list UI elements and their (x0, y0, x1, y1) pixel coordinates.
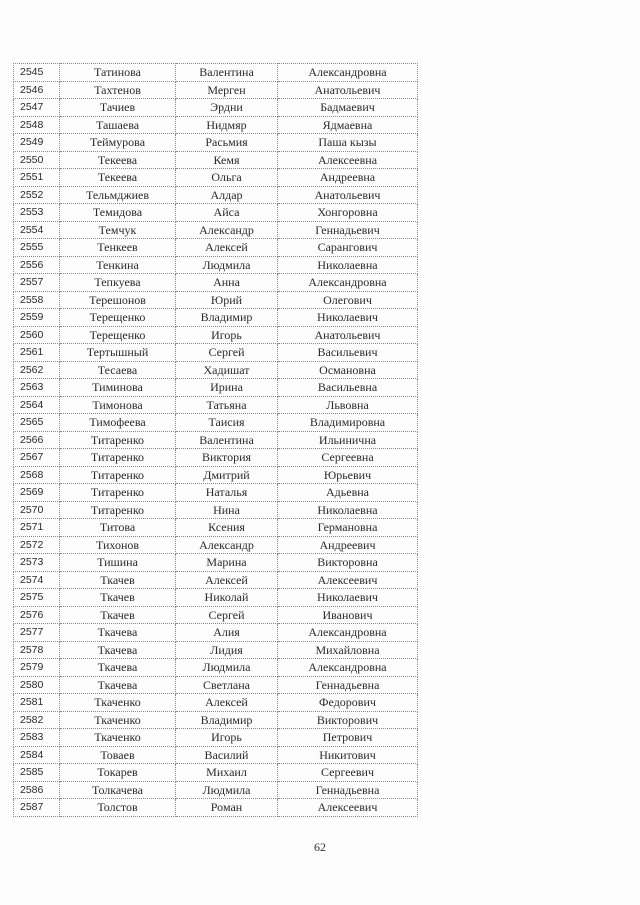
patronymic-cell: Олегович (278, 291, 418, 309)
patronymic-cell: Васильевна (278, 379, 418, 397)
first-name-cell: Виктория (176, 449, 278, 467)
patronymic-cell: Никитович (278, 746, 418, 764)
patronymic-cell: Анатольевич (278, 326, 418, 344)
table-row (14, 449, 418, 467)
surname-cell: Ткаченко (60, 729, 176, 747)
patronymic-cell: Александровна (278, 274, 418, 292)
patronymic-cell: Анатольевич (278, 186, 418, 204)
row-number: 2567 (14, 449, 60, 467)
row-number: 2568 (14, 466, 60, 484)
table-row (14, 519, 418, 537)
row-number: 2547 (14, 99, 60, 117)
table-row (14, 729, 418, 747)
surname-cell: Тимофеева (60, 414, 176, 432)
row-number: 2561 (14, 344, 60, 362)
table-row (14, 291, 418, 309)
table-row (14, 676, 418, 694)
patronymic-cell: Васильевич (278, 344, 418, 362)
table-row (14, 431, 418, 449)
table-row (14, 361, 418, 379)
surname-cell: Ткачев (60, 589, 176, 607)
first-name-cell: Михаил (176, 764, 278, 782)
patronymic-cell: Германовна (278, 519, 418, 537)
first-name-cell: Нидмяр (176, 116, 278, 134)
row-number: 2587 (14, 799, 60, 817)
row-number: 2578 (14, 641, 60, 659)
patronymic-cell: Владимировна (278, 414, 418, 432)
first-name-cell: Николай (176, 589, 278, 607)
surname-cell: Текеева (60, 169, 176, 187)
surname-cell: Терещенко (60, 326, 176, 344)
table-row (14, 764, 418, 782)
first-name-cell: Сергей (176, 344, 278, 362)
first-name-cell: Игорь (176, 326, 278, 344)
first-name-cell: Юрий (176, 291, 278, 309)
patronymic-cell: Андреевна (278, 169, 418, 187)
row-number: 2558 (14, 291, 60, 309)
table-row (14, 256, 418, 274)
table-row (14, 221, 418, 239)
row-number: 2564 (14, 396, 60, 414)
row-number: 2551 (14, 169, 60, 187)
surname-cell: Тенкина (60, 256, 176, 274)
patronymic-cell: Иванович (278, 606, 418, 624)
row-number: 2584 (14, 746, 60, 764)
patronymic-cell: Геннадьевич (278, 221, 418, 239)
surname-cell: Титаренко (60, 484, 176, 502)
patronymic-cell: Николаевна (278, 501, 418, 519)
surname-cell: Терещенко (60, 309, 176, 327)
row-number: 2566 (14, 431, 60, 449)
first-name-cell: Эрдни (176, 99, 278, 117)
row-number: 2549 (14, 134, 60, 152)
first-name-cell: Людмила (176, 256, 278, 274)
patronymic-cell: Геннадьевна (278, 781, 418, 799)
table-row (14, 326, 418, 344)
row-number: 2577 (14, 624, 60, 642)
surname-cell: Текеева (60, 151, 176, 169)
first-name-cell: Роман (176, 799, 278, 817)
first-name-cell: Хадишат (176, 361, 278, 379)
table-row (14, 501, 418, 519)
patronymic-cell: Петрович (278, 729, 418, 747)
surname-cell: Титаренко (60, 466, 176, 484)
row-number: 2548 (14, 116, 60, 134)
patronymic-cell: Ядмаевна (278, 116, 418, 134)
row-number: 2581 (14, 694, 60, 712)
surname-cell: Толкачева (60, 781, 176, 799)
first-name-cell: Алексей (176, 239, 278, 257)
first-name-cell: Владимир (176, 711, 278, 729)
row-number: 2572 (14, 536, 60, 554)
surname-cell: Толстов (60, 799, 176, 817)
surname-cell: Титова (60, 519, 176, 537)
surname-cell: Ткачев (60, 606, 176, 624)
table-row (14, 799, 418, 817)
patronymic-cell: Михайловна (278, 641, 418, 659)
first-name-cell: Ольга (176, 169, 278, 187)
first-name-cell: Александр (176, 221, 278, 239)
row-number: 2556 (14, 256, 60, 274)
row-number: 2569 (14, 484, 60, 502)
patronymic-cell: Бадмаевич (278, 99, 418, 117)
surname-cell: Тахтенов (60, 81, 176, 99)
table-row (14, 344, 418, 362)
first-name-cell: Василий (176, 746, 278, 764)
page-number: 62 (314, 840, 326, 854)
first-name-cell: Игорь (176, 729, 278, 747)
table-row (14, 536, 418, 554)
table-row (14, 379, 418, 397)
row-number: 2582 (14, 711, 60, 729)
table-row (14, 116, 418, 134)
surname-cell: Тачиев (60, 99, 176, 117)
first-name-cell: Сергей (176, 606, 278, 624)
first-name-cell: Анна (176, 274, 278, 292)
first-name-cell: Мерген (176, 81, 278, 99)
row-number: 2570 (14, 501, 60, 519)
table-row (14, 64, 418, 82)
first-name-cell: Алексей (176, 571, 278, 589)
row-number: 2546 (14, 81, 60, 99)
surname-cell: Токарев (60, 764, 176, 782)
table-row (14, 134, 418, 152)
row-number: 2555 (14, 239, 60, 257)
surname-cell: Тертышный (60, 344, 176, 362)
surname-cell: Тиминова (60, 379, 176, 397)
patronymic-cell: Сергеевич (278, 764, 418, 782)
first-name-cell: Ирина (176, 379, 278, 397)
table-row (14, 711, 418, 729)
patronymic-cell: Викторовна (278, 554, 418, 572)
first-name-cell: Нина (176, 501, 278, 519)
surname-cell: Теймурова (60, 134, 176, 152)
patronymic-cell: Федорович (278, 694, 418, 712)
row-number: 2576 (14, 606, 60, 624)
patronymic-cell: Алексеевич (278, 799, 418, 817)
first-name-cell: Дмитрий (176, 466, 278, 484)
first-name-cell: Расьмия (176, 134, 278, 152)
patronymic-cell: Юрьевич (278, 466, 418, 484)
first-name-cell: Александр (176, 536, 278, 554)
row-number: 2545 (14, 64, 60, 82)
row-number: 2575 (14, 589, 60, 607)
table-row (14, 466, 418, 484)
surname-cell: Ткачева (60, 624, 176, 642)
first-name-cell: Татьяна (176, 396, 278, 414)
patronymic-cell: Османовна (278, 361, 418, 379)
table-row (14, 151, 418, 169)
row-number: 2552 (14, 186, 60, 204)
first-name-cell: Таисия (176, 414, 278, 432)
surname-cell: Тенкеев (60, 239, 176, 257)
table-row (14, 81, 418, 99)
row-number: 2557 (14, 274, 60, 292)
surname-cell: Титаренко (60, 431, 176, 449)
table-row (14, 204, 418, 222)
surname-cell: Тесаева (60, 361, 176, 379)
table-row (14, 169, 418, 187)
table-row (14, 309, 418, 327)
table-row (14, 641, 418, 659)
first-name-cell: Валентина (176, 431, 278, 449)
patronymic-cell: Александровна (278, 64, 418, 82)
table-row (14, 484, 418, 502)
surname-cell: Ткачева (60, 659, 176, 677)
table-row (14, 99, 418, 117)
row-number: 2559 (14, 309, 60, 327)
surname-cell: Темчук (60, 221, 176, 239)
first-name-cell: Кемя (176, 151, 278, 169)
patronymic-cell: Николаевич (278, 589, 418, 607)
first-name-cell: Алия (176, 624, 278, 642)
table-row (14, 781, 418, 799)
row-number: 2574 (14, 571, 60, 589)
first-name-cell: Людмила (176, 659, 278, 677)
first-name-cell: Валентина (176, 64, 278, 82)
surname-cell: Тишина (60, 554, 176, 572)
surname-cell: Титаренко (60, 449, 176, 467)
first-name-cell: Лидия (176, 641, 278, 659)
patronymic-cell: Львовна (278, 396, 418, 414)
patronymic-cell: Геннадьевна (278, 676, 418, 694)
table-row (14, 239, 418, 257)
table-row (14, 554, 418, 572)
patronymic-cell: Алексеевна (278, 151, 418, 169)
patronymic-cell: Анатольевич (278, 81, 418, 99)
first-name-cell: Айса (176, 204, 278, 222)
patronymic-cell: Николаевич (278, 309, 418, 327)
table-row (14, 571, 418, 589)
patronymic-cell: Паша кызы (278, 134, 418, 152)
names-table-body (14, 64, 418, 817)
row-number: 2586 (14, 781, 60, 799)
row-number: 2554 (14, 221, 60, 239)
table-row (14, 746, 418, 764)
surname-cell: Ткаченко (60, 694, 176, 712)
surname-cell: Товаев (60, 746, 176, 764)
first-name-cell: Алдар (176, 186, 278, 204)
table-row (14, 624, 418, 642)
surname-cell: Терешонов (60, 291, 176, 309)
row-number: 2562 (14, 361, 60, 379)
row-number: 2550 (14, 151, 60, 169)
surname-cell: Ткачева (60, 641, 176, 659)
row-number: 2563 (14, 379, 60, 397)
row-number: 2565 (14, 414, 60, 432)
surname-cell: Тепкуева (60, 274, 176, 292)
row-number: 2571 (14, 519, 60, 537)
first-name-cell: Марина (176, 554, 278, 572)
patronymic-cell: Алексеевич (278, 571, 418, 589)
surname-cell: Ткачева (60, 676, 176, 694)
patronymic-cell: Сарангович (278, 239, 418, 257)
patronymic-cell: Александровна (278, 659, 418, 677)
table-row (14, 186, 418, 204)
table-row (14, 659, 418, 677)
surname-cell: Темидова (60, 204, 176, 222)
first-name-cell: Алексей (176, 694, 278, 712)
row-number: 2560 (14, 326, 60, 344)
table-row (14, 396, 418, 414)
surname-cell: Ткачев (60, 571, 176, 589)
surname-cell: Татинова (60, 64, 176, 82)
names-table (13, 63, 418, 817)
surname-cell: Ткаченко (60, 711, 176, 729)
row-number: 2573 (14, 554, 60, 572)
first-name-cell: Ксения (176, 519, 278, 537)
surname-cell: Титаренко (60, 501, 176, 519)
row-number: 2580 (14, 676, 60, 694)
surname-cell: Тимонова (60, 396, 176, 414)
row-number: 2553 (14, 204, 60, 222)
table-row (14, 414, 418, 432)
surname-cell: Тихонов (60, 536, 176, 554)
patronymic-cell: Ильинична (278, 431, 418, 449)
patronymic-cell: Андреевич (278, 536, 418, 554)
patronymic-cell: Николаевна (278, 256, 418, 274)
row-number: 2585 (14, 764, 60, 782)
patronymic-cell: Хонгоровна (278, 204, 418, 222)
table-row (14, 606, 418, 624)
patronymic-cell: Адьевна (278, 484, 418, 502)
surname-cell: Ташаева (60, 116, 176, 134)
row-number: 2579 (14, 659, 60, 677)
table-row (14, 274, 418, 292)
first-name-cell: Владимир (176, 309, 278, 327)
row-number: 2583 (14, 729, 60, 747)
table-row (14, 589, 418, 607)
patronymic-cell: Александровна (278, 624, 418, 642)
first-name-cell: Светлана (176, 676, 278, 694)
patronymic-cell: Викторович (278, 711, 418, 729)
patronymic-cell: Сергеевна (278, 449, 418, 467)
table-row (14, 694, 418, 712)
first-name-cell: Наталья (176, 484, 278, 502)
surname-cell: Тельмджиев (60, 186, 176, 204)
first-name-cell: Людмила (176, 781, 278, 799)
